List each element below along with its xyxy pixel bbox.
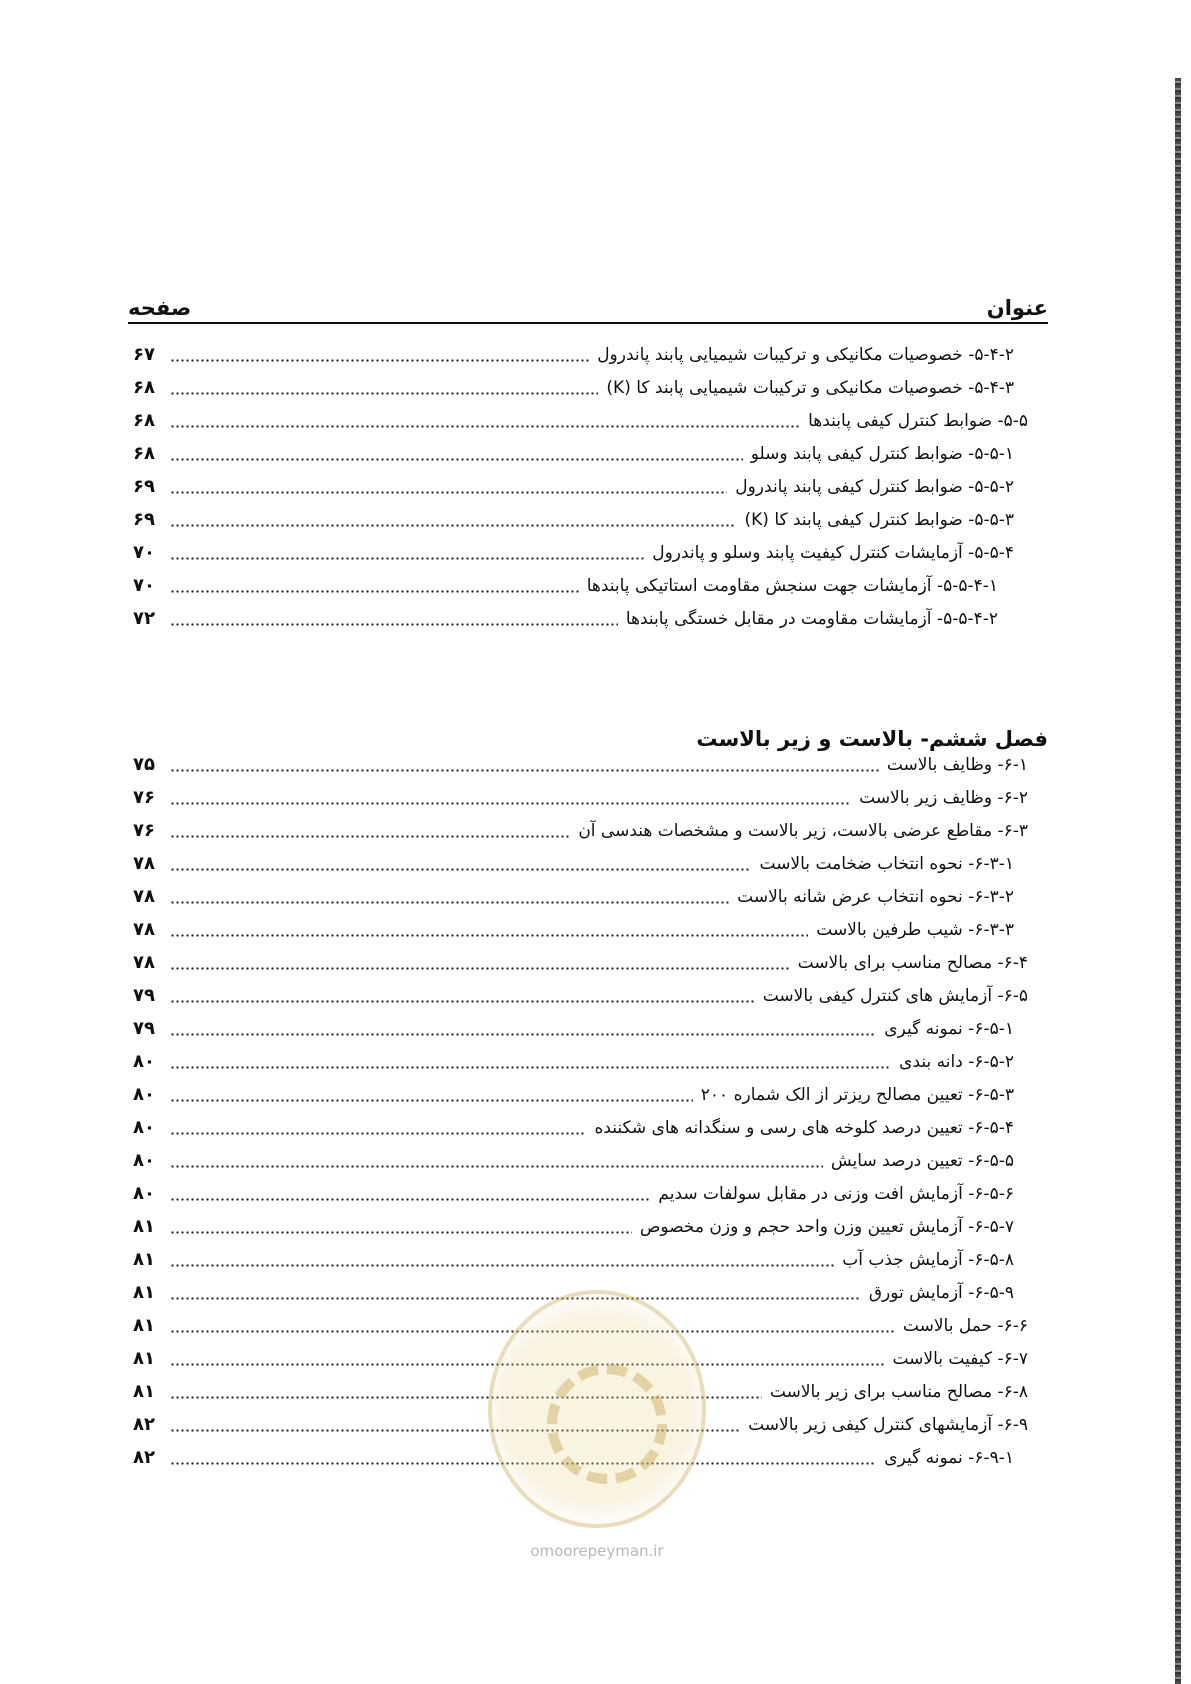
toc-entry-title: ۶-۵- آزمایش های کنترل کیفی بالاست	[762, 986, 1028, 1006]
toc-leader-dots	[170, 934, 808, 937]
toc-entry-title: ۶-۹- آزمایشهای کنترل کیفی زیر بالاست	[748, 1415, 1028, 1435]
toc-entry	[133, 1176, 1028, 1212]
toc-entry-page: ۷۲	[133, 608, 155, 629]
toc-entry	[133, 502, 1028, 538]
toc-entry-title: ۶-۵-۴- تعیین درصد کلوخه های رسی و سنگدانه های شکننده	[594, 1118, 1014, 1138]
toc-entry-title: ۵-۵-۳- ضوابط کنترل کیفی پابند کا (K)	[744, 510, 1014, 530]
toc-leader-dots	[170, 458, 743, 461]
toc-entry-page: ۶۸	[133, 377, 155, 398]
toc-entry-title: ۵-۵- ضوابط کنترل کیفی پابندها	[808, 411, 1028, 431]
toc-leader-dots	[170, 835, 570, 838]
toc-entry-page: ۸۱	[133, 1282, 155, 1303]
toc-leader-dots	[170, 1132, 586, 1135]
toc-entry-title: ۵-۵-۱- ضوابط کنترل کیفی پابند وسلو	[750, 444, 1014, 464]
chapter-heading: فصل ششم- بالاست و زیر بالاست	[696, 727, 1048, 751]
toc-entry	[133, 337, 1028, 373]
toc-entry	[133, 370, 1028, 406]
toc-entry-page: ۸۰	[133, 1051, 155, 1072]
toc-entry-page: ۸۱	[133, 1348, 155, 1369]
toc-leader-dots	[170, 769, 879, 772]
toc-entry-title: ۶-۵-۲- دانه بندی	[899, 1052, 1014, 1072]
toc-entry-page: ۷۸	[133, 853, 155, 874]
toc-leader-dots	[170, 557, 644, 560]
toc-entry	[133, 912, 1028, 948]
toc-entry-page: ۸۲	[133, 1447, 155, 1468]
toc-entry-title: ۶-۶- حمل بالاست	[902, 1316, 1028, 1336]
toc-entry-title: ۶-۳-۲- نحوه انتخاب عرض شانه بالاست	[737, 887, 1014, 907]
toc-entry-page: ۶۷	[133, 344, 155, 365]
toc-entry-title: ۶-۹-۱- نمونه گیری	[884, 1448, 1014, 1468]
toc-entry-title: ۶-۵-۷- آزمایش تعیین وزن واحد حجم و وزن مخصوص	[639, 1217, 1014, 1237]
toc-leader-dots	[170, 359, 589, 362]
gear-icon	[547, 1364, 667, 1484]
toc-entry-title: ۶-۵-۹- آزمایش تورق	[868, 1283, 1014, 1303]
toc-entry-title: ۶-۵-۱- نمونه گیری	[884, 1019, 1014, 1039]
scan-edge	[1175, 78, 1181, 1684]
toc-entry	[133, 1242, 1028, 1278]
toc-entry	[133, 1044, 1028, 1080]
toc-leader-dots	[170, 491, 727, 494]
toc-leader-dots	[170, 1297, 861, 1300]
toc-entry-page: ۶۹	[133, 476, 155, 497]
toc-entry-title: ۶-۳-۱- نحوه انتخاب ضخامت بالاست	[759, 854, 1014, 874]
toc-entry-title: ۶-۷- کیفیت بالاست	[892, 1349, 1028, 1369]
toc-leader-dots	[170, 1099, 693, 1102]
toc-entry-title: ۶-۳-۳- شیب طرفین بالاست	[816, 920, 1014, 940]
toc-entry-page: ۷۸	[133, 952, 155, 973]
toc-entry	[133, 780, 1028, 816]
toc-entry-page: ۷۶	[133, 820, 155, 841]
toc-entry	[133, 1209, 1028, 1245]
toc-leader-dots	[170, 590, 579, 593]
toc-entry-title: ۶-۵-۵- تعیین درصد سایش	[830, 1151, 1014, 1171]
toc-entry-page: ۸۰	[133, 1183, 155, 1204]
toc-entry	[133, 978, 1028, 1014]
toc-entry-page: ۷۸	[133, 886, 155, 907]
toc-entry	[133, 1110, 1028, 1146]
toc-leader-dots	[170, 623, 618, 626]
toc-entry	[133, 747, 1028, 783]
toc-entry-title: ۶-۱- وظایف بالاست	[886, 755, 1028, 775]
toc-entry-title: ۶-۳- مقاطع عرضی بالاست، زیر بالاست و مشخصات هندسی آن	[578, 821, 1028, 841]
toc-entry	[133, 469, 1028, 505]
toc-leader-dots	[170, 1231, 632, 1234]
toc-leader-dots	[170, 1000, 755, 1003]
toc-entry-title: ۵-۵-۴-۱- آزمایشات جهت سنجش مقاومت استاتیکی پابندها	[586, 576, 998, 596]
toc-entry-page: ۸۲	[133, 1414, 155, 1435]
toc-entry-page: ۸۰	[133, 1084, 155, 1105]
toc-leader-dots	[170, 392, 598, 395]
toc-leader-dots	[170, 802, 851, 805]
toc-entry-page: ۷۶	[133, 787, 155, 808]
toc-leader-dots	[170, 1033, 876, 1036]
toc-entry	[133, 1077, 1028, 1113]
toc-entry	[133, 403, 1028, 439]
toc-entry-page: ۸۰	[133, 1150, 155, 1171]
toc-entry-page: ۷۰	[133, 542, 155, 563]
toc-entry	[133, 813, 1028, 849]
toc-header	[128, 290, 1048, 324]
toc-entry-page: ۸۱	[133, 1216, 155, 1237]
toc-entry-page: ۸۰	[133, 1117, 155, 1138]
watermark-text: omoorepeyman.ir	[530, 1542, 664, 1560]
toc-entry-title: ۵-۵-۴- آزمایشات کنترل کیفیت پابند وسلو و پاندرول	[652, 543, 1014, 563]
toc-entry	[133, 879, 1028, 915]
watermark-seal	[488, 1290, 706, 1560]
toc-entry-page: ۷۸	[133, 919, 155, 940]
toc-entry	[133, 436, 1028, 472]
toc-leader-dots	[170, 1165, 823, 1168]
toc-leader-dots	[170, 1264, 834, 1267]
toc-entry	[133, 945, 1028, 981]
toc-entry-title: ۵-۵-۲- ضوابط کنترل کیفی پابند پاندرول	[735, 477, 1014, 497]
toc-leader-dots	[170, 868, 751, 871]
toc-entry	[133, 601, 1028, 637]
toc-entry-title: ۶-۵-۳- تعیین مصالح ریزتر از الک شماره ۲۰۰	[700, 1085, 1014, 1105]
toc-entry	[133, 535, 1028, 571]
toc-entry-page: ۶۹	[133, 509, 155, 530]
toc-entry-page: ۸۱	[133, 1249, 155, 1270]
toc-entry-page: ۷۹	[133, 985, 155, 1006]
toc-leader-dots	[170, 425, 800, 428]
toc-entry-title: ۶-۵-۸- آزمایش جذب آب	[842, 1250, 1014, 1270]
toc-leader-dots	[170, 1066, 891, 1069]
toc-entry-page: ۶۸	[133, 443, 155, 464]
toc-entry-title: ۵-۵-۴-۲- آزمایشات مقاومت در مقابل خستگی پابندها	[625, 609, 998, 629]
toc-entry	[133, 1011, 1028, 1047]
toc-entry	[133, 1143, 1028, 1179]
header-title: عنوان	[986, 296, 1048, 320]
toc-entry-title: ۶-۸- مصالح مناسب برای زیر بالاست	[769, 1382, 1028, 1402]
toc-leader-dots	[170, 524, 736, 527]
toc-leader-dots	[170, 901, 729, 904]
header-page-label: صفحه	[128, 296, 192, 320]
toc-entry	[133, 846, 1028, 882]
toc-entry-title: ۶-۵-۶- آزمایش افت وزنی در مقابل سولفات سدیم	[658, 1184, 1014, 1204]
toc-entry-page: ۷۰	[133, 575, 155, 596]
toc-entry-page: ۸۱	[133, 1315, 155, 1336]
toc-entry-title: ۵-۴-۳- خصوصیات مکانیکی و ترکیبات شیمیایی پابند کا (K)	[606, 378, 1014, 398]
toc-entry-title: ۶-۲- وظایف زیر بالاست	[859, 788, 1028, 808]
toc-leader-dots	[170, 1198, 650, 1201]
toc-entry-page: ۶۸	[133, 410, 155, 431]
toc-entry-page: ۷۵	[133, 754, 155, 775]
toc-entry-page: ۷۹	[133, 1018, 155, 1039]
toc-leader-dots	[170, 967, 790, 970]
toc-entry-page: ۸۱	[133, 1381, 155, 1402]
toc-entry-title: ۶-۴- مصالح مناسب برای بالاست	[797, 953, 1028, 973]
toc-entry	[133, 568, 1028, 604]
toc-entry-title: ۵-۴-۲- خصوصیات مکانیکی و ترکیبات شیمیایی پابند پاندرول	[597, 345, 1014, 365]
